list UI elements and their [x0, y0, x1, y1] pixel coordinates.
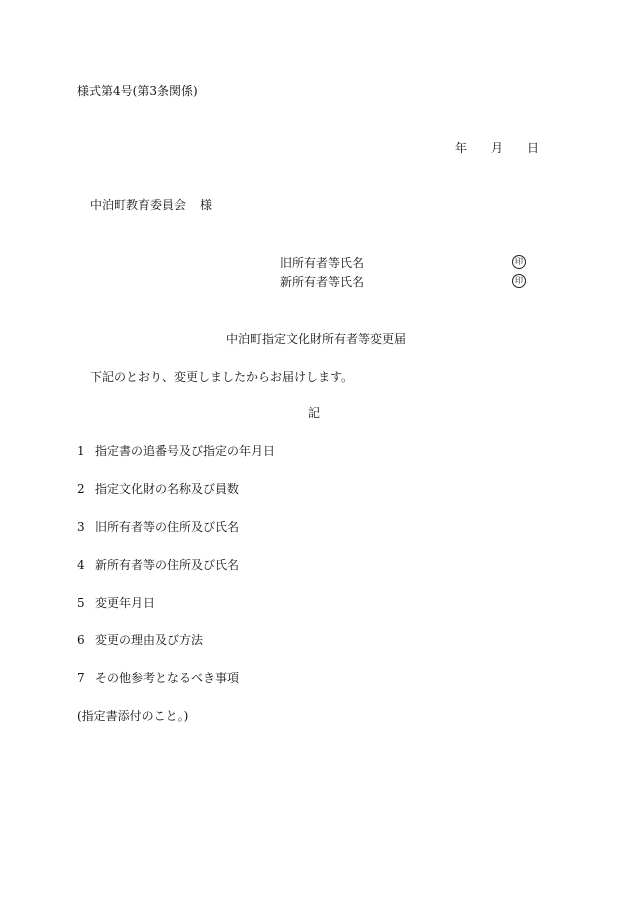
item-number: 3 — [77, 520, 85, 534]
list-item — [77, 558, 239, 572]
list-item — [77, 596, 155, 610]
item-text: 指定書の追番号及び指定の年月日 — [95, 444, 276, 458]
item-number: 2 — [77, 482, 85, 496]
item-text: 指定文化財の名称及び員数 — [95, 482, 240, 496]
date-year-label: 年 — [455, 141, 468, 155]
ki-heading: 記 — [308, 406, 321, 420]
list-item — [77, 633, 203, 647]
addressee — [90, 198, 212, 212]
item-number: 5 — [77, 596, 85, 610]
addressee-name: 中泊町教育委員会 — [90, 198, 187, 212]
seal-icon: 印 — [512, 274, 526, 288]
item-number: 4 — [77, 558, 85, 572]
item-text: 変更年月日 — [95, 596, 156, 610]
item-text: その他参考となるべき事項 — [95, 671, 240, 685]
item-number: 6 — [77, 633, 85, 647]
list-item — [77, 482, 239, 496]
item-number: 7 — [77, 671, 85, 685]
date-line — [455, 141, 539, 155]
date-month-label: 月 — [491, 141, 504, 155]
attachment-note: (指定書添付のこと。) — [77, 709, 189, 723]
intro-text: 下記のとおり、変更しましたからお届けします。 — [90, 370, 354, 384]
item-text: 新所有者等の住所及び氏名 — [95, 558, 240, 572]
seal-icon: 印 — [512, 255, 526, 269]
new-owner-name-label: 新所有者等氏名 — [280, 275, 365, 289]
item-text: 旧所有者等の住所及び氏名 — [95, 520, 240, 534]
date-day-label: 日 — [527, 141, 540, 155]
addressee-honorific: 様 — [200, 198, 213, 212]
list-item — [77, 671, 239, 685]
old-owner-name-label: 旧所有者等氏名 — [280, 256, 365, 270]
document-title: 中泊町指定文化財所有者等変更届 — [226, 332, 407, 346]
list-item — [77, 520, 239, 534]
item-number: 1 — [77, 444, 85, 458]
item-text: 変更の理由及び方法 — [95, 633, 204, 647]
list-item — [77, 444, 275, 458]
form-number: 様式第4号(第3条関係) — [77, 84, 198, 98]
